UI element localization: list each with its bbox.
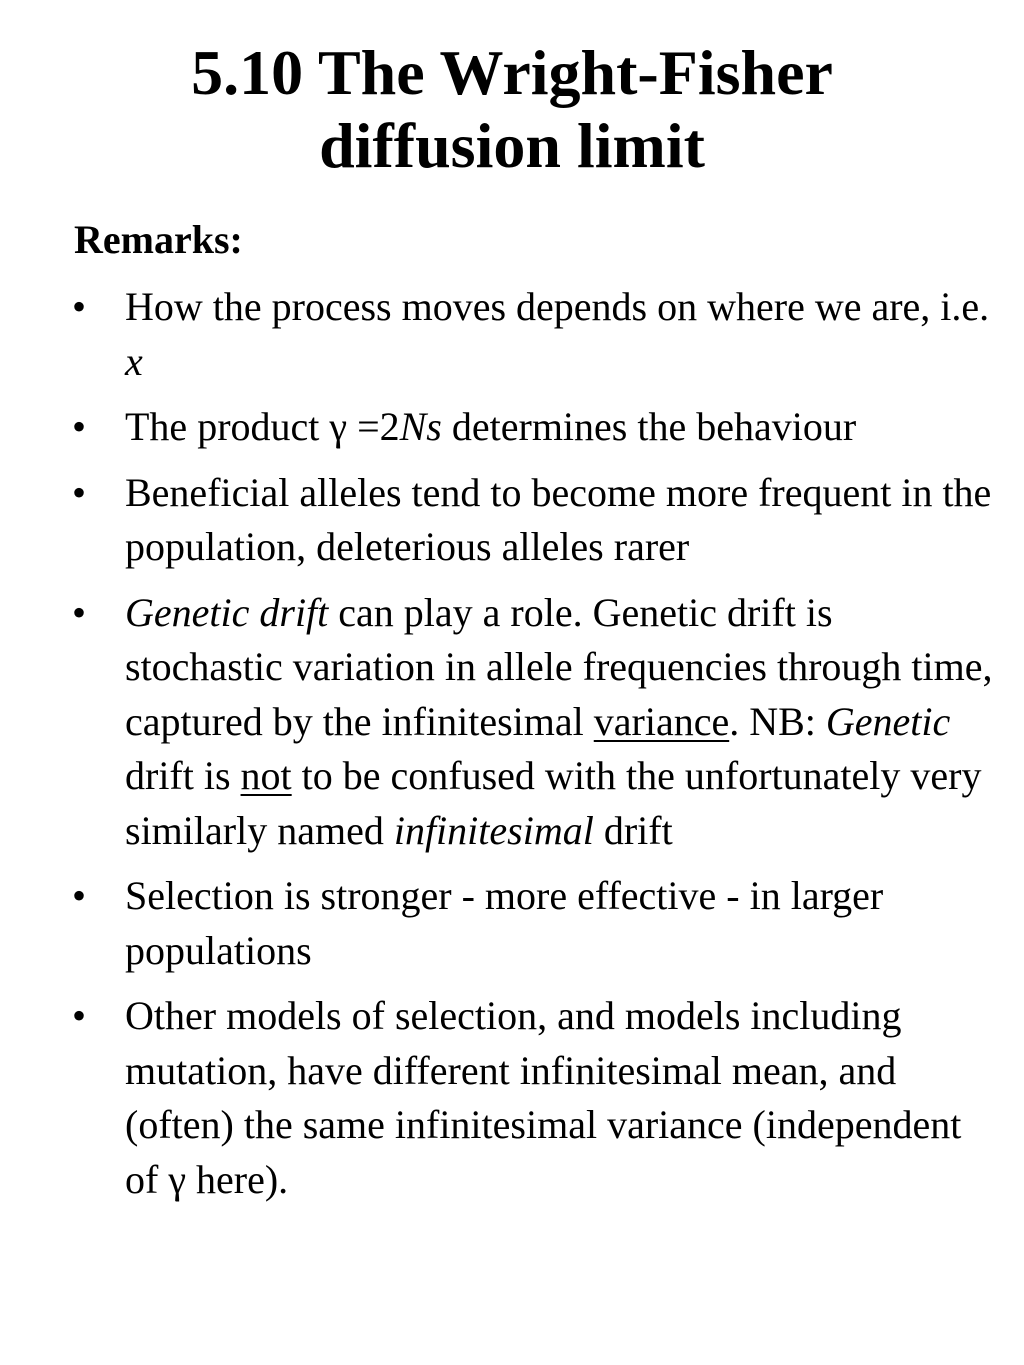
bullet-text: Selection is stronger - more effective - in larger populations [125,873,884,973]
remarks-heading: Remarks: [74,217,243,262]
bullet-other-models [0,989,1000,1207]
bullet-text: The product [125,404,330,449]
bullet-genetic-drift [0,586,1000,859]
term-genetic: Genetic [825,698,951,744]
title-line-2: diffusion limit [319,110,705,181]
bullet-list [0,280,1000,1218]
bullet-dot: • [72,469,87,515]
bullet-text: Other models of selection, and models including mutation, have different infinitesimal mean, and (often) the same infinitesimal variance (independent of [125,993,962,1202]
bullet-text-drift: drift [593,807,673,853]
bullet-text-confused: to be confused with the unfortunately very similarly named [125,753,982,853]
bullet-product-gamma [0,400,1000,455]
bullet-text: How the process moves depends on where we are, i.e. [125,284,990,329]
variable-x: x [125,338,143,384]
bullet-text-nb: . NB: [729,698,826,744]
bullet-text-end: determines the behaviour [441,404,857,449]
bullet-dot: • [72,404,87,449]
bullet-text-drift-is: drift is [125,753,241,798]
bullet-dot: • [72,993,87,1038]
variable-ns: Ns [399,404,442,449]
bullet-selection-stronger [0,869,1000,978]
title-line-1: 5.10 The Wright-Fisher [191,37,833,108]
bullet-text: can play a role. Genetic drift is stochastic variation in allele frequencies through time, captured by the infinitesimal [125,589,993,744]
bullet-process-moves [0,280,1000,389]
term-not: not [240,753,292,798]
bullet-dot: • [72,873,87,918]
bullet-beneficial-alleles [0,466,1000,575]
term-variance: variance [593,698,730,744]
term-genetic-drift: Genetic drift [125,589,329,635]
bullet-text: Beneficial alleles tend to become more frequent in the population, deleterious alleles rarer [125,469,992,569]
bullet-dot: • [72,284,87,329]
equals-two: =2 [347,404,400,449]
bullet-text-end: here). [186,1156,289,1202]
term-infinitesimal: infinitesimal [393,807,594,853]
bullet-dot: • [72,589,87,635]
gamma-symbol: γ [168,1156,187,1202]
gamma-symbol: γ [329,404,348,449]
slide-title [40,36,984,182]
